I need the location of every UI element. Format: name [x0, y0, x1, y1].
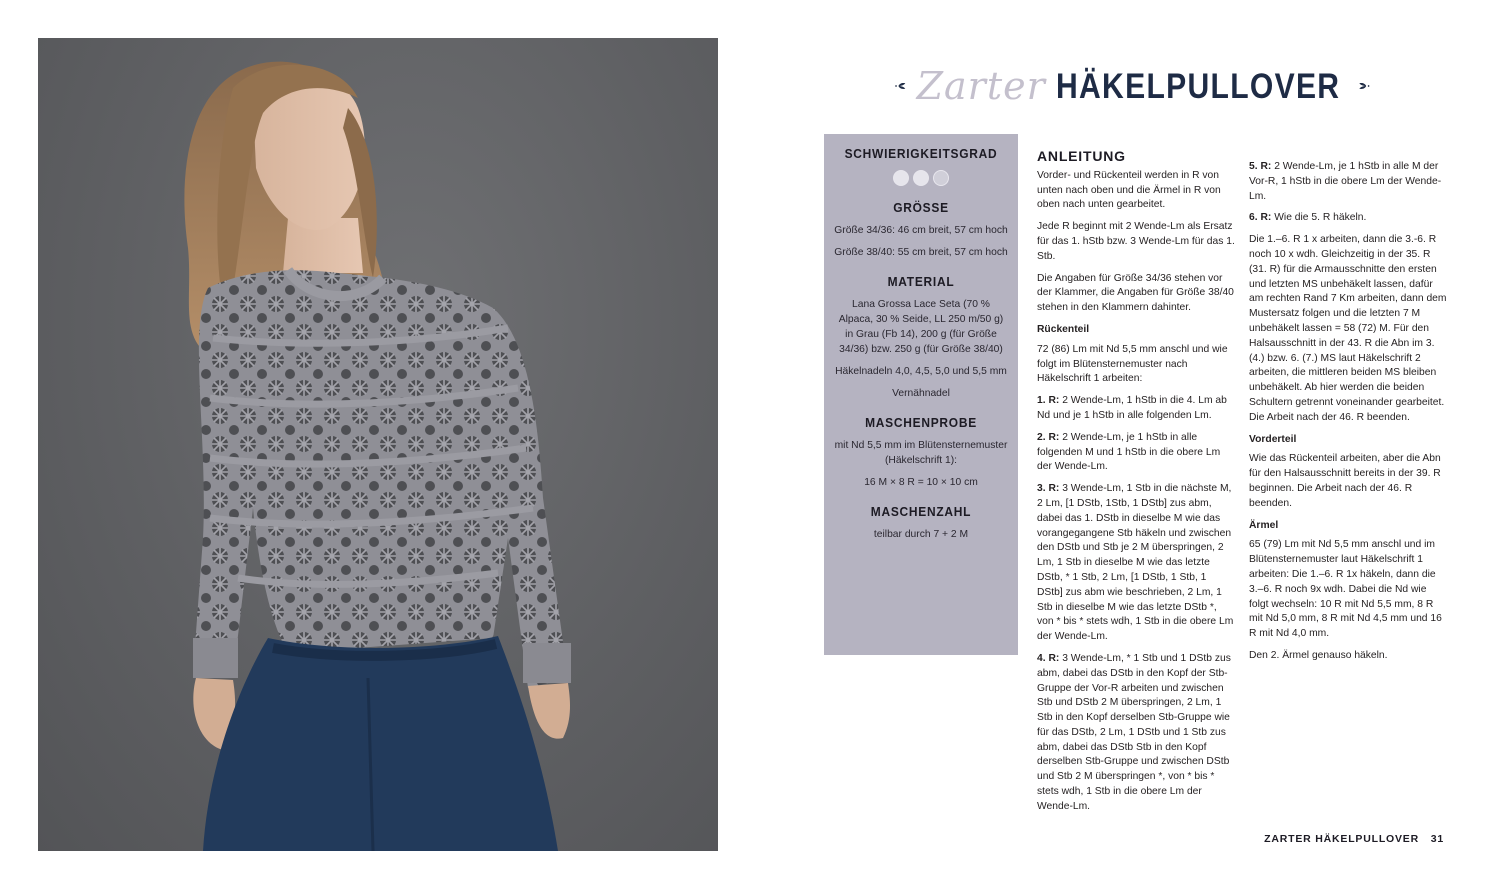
title-main-word: HÄKELPULLOVER	[1055, 66, 1341, 106]
intro-paragraph: Vorder- und Rückenteil werden in R von unten nach oben und die Ärmel in R von oben nach unten gearbeitet.	[1037, 169, 1221, 211]
size-heading: GRÖSSE	[893, 200, 949, 215]
stitch-count-line: teilbar durch 7 + 2 M	[873, 529, 969, 540]
back-end: Die Arbeit nach der 46. R beenden.	[1249, 411, 1410, 423]
difficulty-rating	[824, 170, 1018, 186]
row-instruction	[1037, 482, 1235, 645]
row-text: 2 Wende-Lm, je 1 hStb in alle folgenden M und 1 hStb in die obere Lm der Wende-Lm.	[1037, 431, 1221, 473]
material-line: Vernähnadel	[892, 388, 950, 399]
material-line: Häkelnadeln 4,0, 4,5, 5,0 und 5,5 mm	[835, 366, 1007, 377]
row-label: 1. R:	[1037, 395, 1060, 407]
gauge-line: 16 M × 8 R = 10 × 10 cm	[864, 477, 978, 488]
row-instruction	[1037, 431, 1235, 475]
size-line: Größe 38/40: 55 cm breit, 57 cm hoch	[834, 247, 1008, 258]
row-text: 3 Wende-Lm, 1 Stb in die nächste M, 2 Lm, [1 DStb, 1Stb, 1 DStb] zus abm, dabei das 1. DStb in dieselbe M wie das vorangegangene Stb häkeln und zwischen den DStb und Stb je 2 M überspringen, 2 Lm, 1 Stb in dieselbe M wie das letzte DStb, * 1 Stb, 2 Lm, [1 DStb, 1 Stb, 1 DStb] zus abm wie beschrieben, 2 Lm, 1 Stb in dieselbe M wie das letzte DStb *, von * bis * stets wdh, 1 Stb in die obere Lm der Wende-Lm.	[1037, 483, 1234, 643]
front-piece-heading: Vorderteil	[1249, 433, 1297, 445]
title-script-word: Zarter	[916, 64, 1046, 108]
instructions-column-1	[1037, 149, 1235, 822]
difficulty-dot-filled-icon	[913, 170, 929, 186]
row-label: 3. R:	[1037, 483, 1060, 495]
row-text: 3 Wende-Lm, * 1 Stb und 1 DStb zus abm, dabei das DStb in den Kopf der Stb-Gruppe der Vor-R arbeiten und zwischen Stb und DStb 2 M überspringen, 2 Lm, 1 Stb in den Kopf derselben Stb-Gruppe wie für das DStb, 2 Lm, 1 DStb und 1 Stb zus abm, dabei das DStb Stb in den Kopf derselben Stb-Gruppe und zwischen DStb und Stb 2 M überspringen *, von * bis * stets wdh, 1 Stb in die obere Lm der Wende-Lm.	[1037, 652, 1231, 812]
intro-paragraph: Die Angaben für Größe 34/36 stehen vor der Klammer, die Angaben für Größe 38/40 stehen in den Klammern dahinter.	[1037, 272, 1234, 314]
running-title: ZARTER HÄKELPULLOVER	[1264, 833, 1419, 845]
page-title	[895, 58, 1370, 114]
page-number: 31	[1430, 833, 1444, 845]
instructions-column-2	[1249, 160, 1447, 671]
row-instruction	[1037, 394, 1235, 424]
stitch-count-heading: MASCHENZAHL	[870, 504, 972, 519]
material-heading: MATERIAL	[887, 274, 955, 289]
row-label: 4. R:	[1037, 652, 1060, 664]
back-piece-intro: 72 (86) Lm mit Nd 5,5 mm anschl und wie folgt im Blütensternemuster nach Häkelschrift 1 arbeiten:	[1037, 343, 1228, 385]
back-piece-heading: Rückenteil	[1037, 323, 1090, 335]
difficulty-dot-empty-icon	[933, 170, 949, 186]
back-continuation: Die 1.–6. R 1 x arbeiten, dann die 3.-6. R noch 10 x wdh. Gleichzeitig in der 35. R (31. R) für die Armausschnitte den ersten und letzten MS unbehäkelt lassen, dafür am rechten Rand 7 Km arbeiten, dann dem Mustersatz folgen und die letzten 7 M unbehäkelt lassen = 58 (72) M. Für den Halsausschnitt in der 43. R die Abn im 3. (4.) bzw. 6. (7.) MS laut Häkelschrift 2 arbeiten, die mittleren beiden MS bleiben unbehäkelt. Ab hier werden die beiden Schultern getrennt voneinander gearbeitet.	[1249, 234, 1447, 408]
front-piece-text: Wie das Rückenteil arbeiten, aber die Abn für den Halsausschnitt bereits in der 39. R beginnen. Die Arbeit nach der 46. R beenden.	[1249, 453, 1441, 509]
row-label: 2. R:	[1037, 431, 1060, 443]
sleeve-end: Den 2. Ärmel genauso häkeln.	[1249, 649, 1388, 661]
model-photo	[38, 38, 718, 851]
row-text: Wie die 5. R häkeln.	[1271, 212, 1367, 224]
intro-paragraph: Jede R beginnt mit 2 Wende-Lm als Ersatz für das 1. hStb bzw. 3 Wende-Lm für das 1. Stb.	[1037, 221, 1235, 262]
difficulty-heading: SCHWIERIGKEITSGRAD	[844, 146, 998, 161]
info-sidebar	[824, 134, 1018, 655]
size-line: Größe 34/36: 46 cm breit, 57 cm hoch	[834, 225, 1008, 236]
gauge-heading: MASCHENPROBE	[865, 415, 977, 430]
row-label: 5. R:	[1249, 161, 1272, 172]
gauge-line: mit Nd 5,5 mm im Blütensternemuster (Häkelschrift 1):	[834, 440, 1008, 466]
difficulty-dot-filled-icon	[893, 170, 909, 186]
leaf-ornament-left-icon	[895, 74, 907, 98]
instructions-heading: ANLEITUNG	[1037, 148, 1126, 164]
row-instruction	[1037, 652, 1235, 815]
row-text: 2 Wende-Lm, 1 hStb in die 4. Lm ab Nd und je 1 hStb in alle folgenden Lm.	[1037, 395, 1227, 421]
sleeve-heading: Ärmel	[1249, 519, 1279, 531]
row-instruction	[1249, 211, 1447, 226]
row-instruction	[1249, 160, 1447, 204]
page-footer	[1264, 833, 1444, 845]
material-line: Lana Grossa Lace Seta (70 % Alpaca, 30 % Seide, LL 250 m/50 g) in Grau (Fb 14), 200 g (für Größe 34/36) bzw. 250 g (für Größe 38/40)	[838, 299, 1004, 355]
sleeve-text: 65 (79) Lm mit Nd 5,5 mm anschl und im Blütensternemuster laut Häkelschrift 1 arbeiten: Die 1.–6. R 1x häkeln, dann die 3.–6. R noch 9x wdh. Dabei die Nd wie folgt wechseln: 10 R mit Nd 5,5 mm, 8 R mit Nd 5,0 mm, 8 R mit Nd 4,5 mm und 16 R mit Nd 4,0 mm.	[1249, 539, 1442, 640]
row-label: 6. R:	[1249, 212, 1272, 224]
leaf-ornament-right-icon	[1358, 74, 1370, 98]
row-text: 2 Wende-Lm, je 1 hStb in alle M der Vor-R, 1 hStb in die obere Lm der Wende-Lm.	[1249, 161, 1442, 202]
